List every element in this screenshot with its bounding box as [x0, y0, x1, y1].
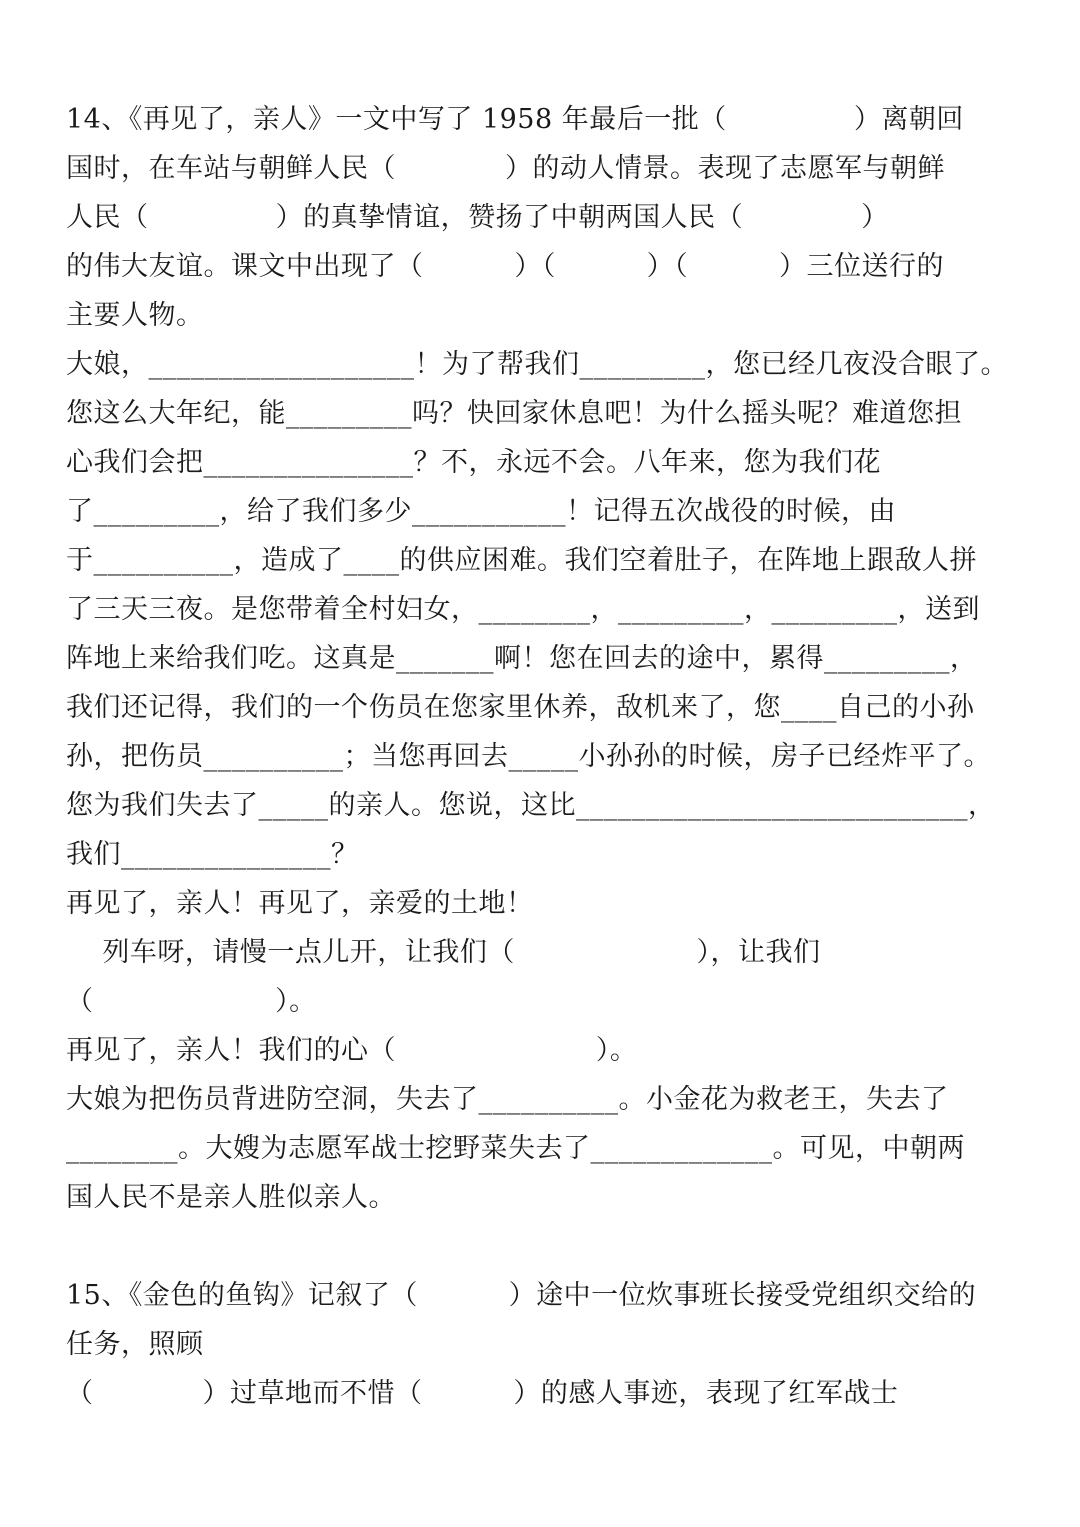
passage-line-8: 我们还记得，我们的一个伤员在您家里休养，敌机来了，您____自己的小孙 — [66, 692, 975, 723]
passage-line-1: 大娘，___________________！为了帮我们_________，您已经几夜没合眼了。 — [66, 349, 1008, 380]
question-15 — [66, 1271, 1016, 1418]
passage-line-6: 了三天三夜。是您带着全村妇女，________，_________，_________，送到 — [66, 594, 980, 625]
passage-line-5: 于__________，造成了____的供应困难。我们空着肚子，在阵地上跟敌人拼 — [66, 545, 977, 576]
passage-line-10: 您为我们失去了_____的亲人。您说，这比____________________________， — [66, 790, 996, 821]
farewell-line-4: 再见了，亲人！我们的心（ ）。 — [66, 1035, 638, 1066]
question-14 — [66, 95, 1016, 340]
passage-line-7: 阵地上来给我们吃。这真是_______啊！您在回去的途中，累得_________， — [66, 643, 978, 674]
question-14-line-3: 人民（ ）的真挚情谊，赞扬了中朝两国人民（ ） — [66, 202, 889, 233]
passage-fill-in — [66, 340, 1016, 879]
question-15-line-3: （ ）过草地而不惜（ ）的感人事迹，表现了红军战士 — [66, 1378, 899, 1409]
farewell-line-2: 列车呀，请慢一点儿开，让我们（ ），让我们 — [66, 937, 821, 968]
question-14-line-1: 14、《再见了，亲人》一文中写了 1958 年最后一批（ ）离朝回 — [66, 104, 964, 135]
question-15-line-1: 15、《金色的鱼钩》记叙了（ ）途中一位炊事班长接受党组织交给的 — [66, 1280, 977, 1311]
question-15-line-2: 任务，照顾 — [66, 1329, 204, 1360]
farewell-line-1: 再见了，亲人！再见了，亲爱的土地！ — [66, 888, 534, 919]
passage-line-4: 了_________，给了我们多少___________！记得五次战役的时候，由 — [66, 496, 896, 527]
farewell-line-3: （ ）。 — [66, 986, 317, 1017]
summary-section — [66, 1075, 1016, 1222]
spacer — [66, 1222, 1016, 1271]
passage-line-9: 孙，把伤员__________；当您再回去_____小孙孙的时候，房子已经炸平了。 — [66, 741, 991, 772]
question-14-line-4: 的伟大友谊。课文中出现了（ ）（ ）（ ）三位送行的 — [66, 251, 944, 282]
worksheet-page — [66, 95, 1016, 1418]
summary-line-3: 国人民不是亲人胜似亲人。 — [66, 1182, 396, 1213]
summary-line-2: ________。大嫂为志愿军战士挖野菜失去了_____________。可见，中朝两 — [66, 1133, 965, 1164]
passage-line-11: 我们_______________？ — [66, 839, 359, 870]
summary-line-1: 大娘为把伤员背进防空洞，失去了__________。小金花为救老王，失去了 — [66, 1084, 949, 1115]
question-14-line-2: 国时，在车站与朝鲜人民（ ）的动人情景。表现了志愿军与朝鲜 — [66, 153, 945, 184]
passage-line-2: 您这么大年纪，能_________吗？快回家休息吧！为什么摇头呢？难道您担 — [66, 398, 962, 429]
question-14-line-5: 主要人物。 — [66, 300, 204, 331]
passage-line-3: 心我们会把_______________？不，永远不会。八年来，您为我们花 — [66, 447, 881, 478]
farewell-section — [66, 879, 1016, 1075]
